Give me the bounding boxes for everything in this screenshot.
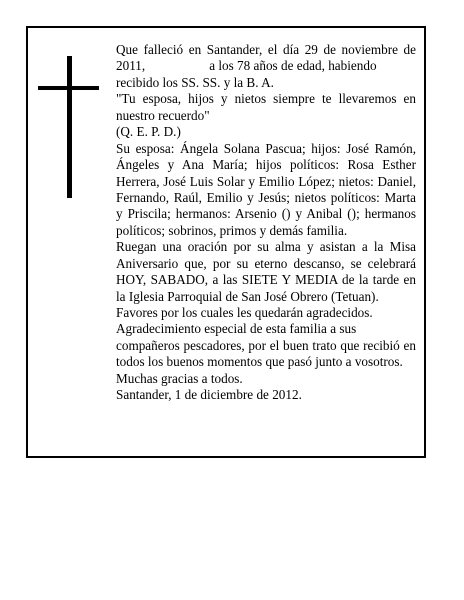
text-line: Agradecimiento especial de esta familia a sus bbox=[116, 321, 357, 337]
text-line: Ruegan una oración por su alma y asistan a la Misa bbox=[116, 239, 416, 255]
text-line: HOY, SABADO, a las SIETE Y MEDIA de la tarde en bbox=[116, 272, 416, 288]
year-fragment: 2011, bbox=[116, 58, 146, 74]
text-line: Ángeles y Ana María; hijos políticos: Rosa Esther bbox=[116, 157, 416, 173]
text-line: Su esposa: Ángela Solana Pascua; hijos: José Ramón, bbox=[116, 140, 416, 156]
text-line: recibido los SS. SS. y la B. A. bbox=[116, 74, 274, 90]
text-line: políticos; sobrinos, primos y demás familia. bbox=[116, 222, 348, 238]
text-line: Santander, 1 de diciembre de 2012. bbox=[116, 387, 302, 403]
text-line: nuestro recuerdo" bbox=[116, 107, 210, 123]
text-line: Muchas gracias a todos. bbox=[116, 370, 243, 386]
cross-vertical-bar bbox=[67, 56, 72, 198]
text-line: Herrera, José Luis Solar y Emilio López; nietos: Daniel, bbox=[116, 173, 416, 189]
text-line: Aniversario que, por su eterno descanso, se celebrará bbox=[116, 255, 416, 271]
text-line: Favores por los cuales les quedarán agradecidos. bbox=[116, 305, 373, 320]
text-line: compañeros pescadores, por el buen trato que recibió en bbox=[116, 337, 416, 353]
text-line-age bbox=[116, 58, 416, 74]
text-line: (Q. E. P. D.) bbox=[116, 124, 181, 140]
cross-horizontal-bar bbox=[38, 86, 99, 90]
text-line: y Priscila; hermanos: Arsenio () y Anibal (); hermanos bbox=[116, 206, 416, 222]
obituary-frame bbox=[26, 26, 426, 458]
age-fragment: a los 78 años de edad, habiendo bbox=[209, 58, 377, 74]
text-line: "Tu esposa, hijos y nietos siempre te llevaremos en bbox=[116, 91, 416, 107]
text-line: la Iglesia Parroquial de San José Obrero (Tetuan). bbox=[116, 288, 379, 304]
text-line: Que falleció en Santander, el día 29 de noviembre de bbox=[116, 42, 416, 57]
obituary-text bbox=[116, 42, 416, 404]
text-line: Fernando, Raúl, Emilio y Jesús; nietos políticos: Marta bbox=[116, 189, 416, 205]
text-line: todos los buenos momentos que pasó junto a vosotros. bbox=[116, 354, 403, 370]
